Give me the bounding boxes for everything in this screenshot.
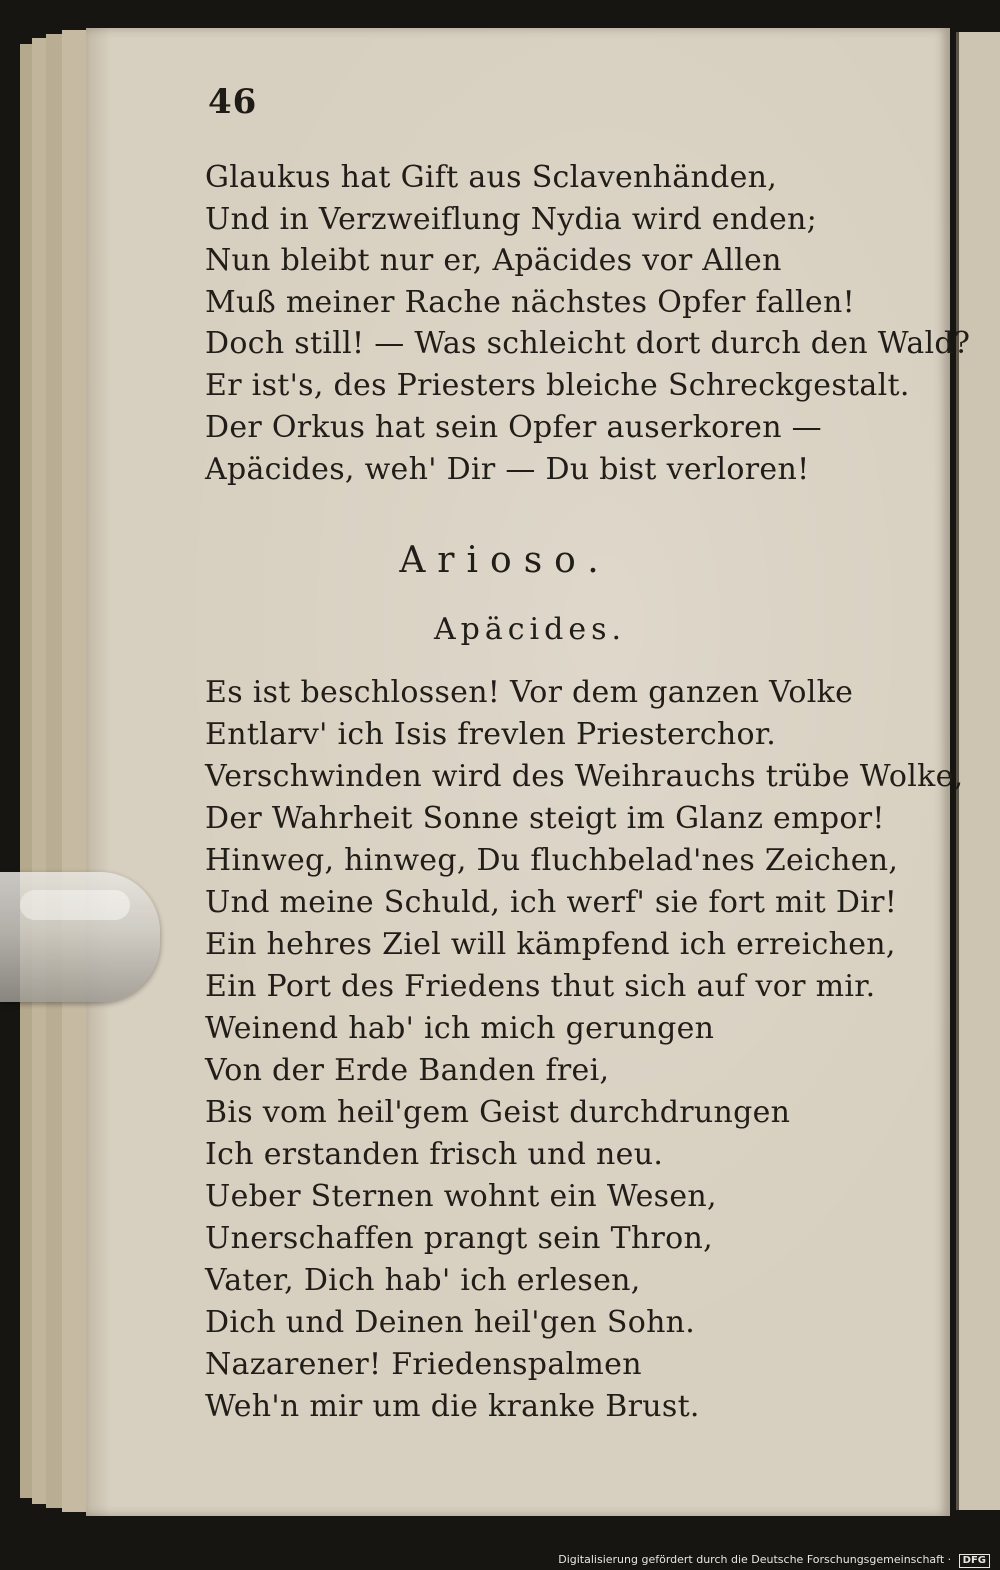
verse-line: Vater, Dich hab' ich erlesen,: [205, 1263, 641, 1298]
verse-line: Weh'n mir um die kranke Brust.: [205, 1389, 700, 1424]
verse-line: Der Orkus hat sein Opfer auserkoren —: [205, 410, 822, 445]
verse-line: Hinweg, hinweg, Du fluchbelad'nes Zeichen,: [205, 843, 899, 878]
verse-line: Ein Port des Friedens thut sich auf vor mir.: [205, 969, 876, 1004]
verse-line: Verschwinden wird des Weihrauchs trübe Wolke,: [205, 759, 964, 794]
verse-line: Doch still! — Was schleicht dort durch den Wald?: [205, 326, 971, 361]
verse-line: Und in Verzweiflung Nydia wird enden;: [205, 202, 818, 237]
verse-line: Und meine Schuld, ich werf' sie fort mit Dir!: [205, 885, 898, 920]
verse-line: Der Wahrheit Sonne steigt im Glanz empor!: [205, 801, 885, 836]
verse-line: Nun bleibt nur er, Apäcides vor Allen: [205, 243, 782, 278]
verse-line: Glaukus hat Gift aus Sclavenhänden,: [205, 160, 778, 195]
page-number: 46: [208, 82, 258, 122]
speaker-name: Apäcides.: [433, 612, 627, 647]
verse-line: Muß meiner Rache nächstes Opfer fallen!: [205, 285, 855, 320]
verse-line: Apäcides, weh' Dir — Du bist verloren!: [205, 452, 810, 487]
section-title: Arioso.: [399, 540, 611, 581]
verse-line: Ich erstanden frisch und neu.: [205, 1137, 664, 1172]
verse-line: Ueber Sternen wohnt ein Wesen,: [205, 1179, 717, 1214]
credit-text: Digitalisierung gefördert durch die Deutsche Forschungsgemeinschaft ·: [558, 1553, 952, 1566]
verse-line: Von der Erde Banden frei,: [205, 1053, 610, 1088]
verse-line: Entlarv' ich Isis frevlen Priesterchor.: [205, 717, 777, 752]
verse-line: Ein hehres Ziel will kämpfend ich erreichen,: [205, 927, 896, 962]
page-clip: [0, 872, 160, 1002]
verse-line: Dich und Deinen heil'gen Sohn.: [205, 1305, 696, 1340]
verse-line: Es ist beschlossen! Vor dem ganzen Volke: [205, 675, 854, 710]
verse-line: Weinend hab' ich mich gerungen: [205, 1011, 715, 1046]
verse-line: Nazarener! Friedenspalmen: [205, 1347, 642, 1382]
verse-line: Bis vom heil'gem Geist durchdrungen: [205, 1095, 791, 1130]
verse-line: Er ist's, des Priesters bleiche Schreckgestalt.: [205, 368, 910, 403]
digitization-credit: [558, 1553, 990, 1568]
verse-line: Unerschaffen prangt sein Thron,: [205, 1221, 713, 1256]
dfg-logo: DFG: [959, 1554, 990, 1568]
